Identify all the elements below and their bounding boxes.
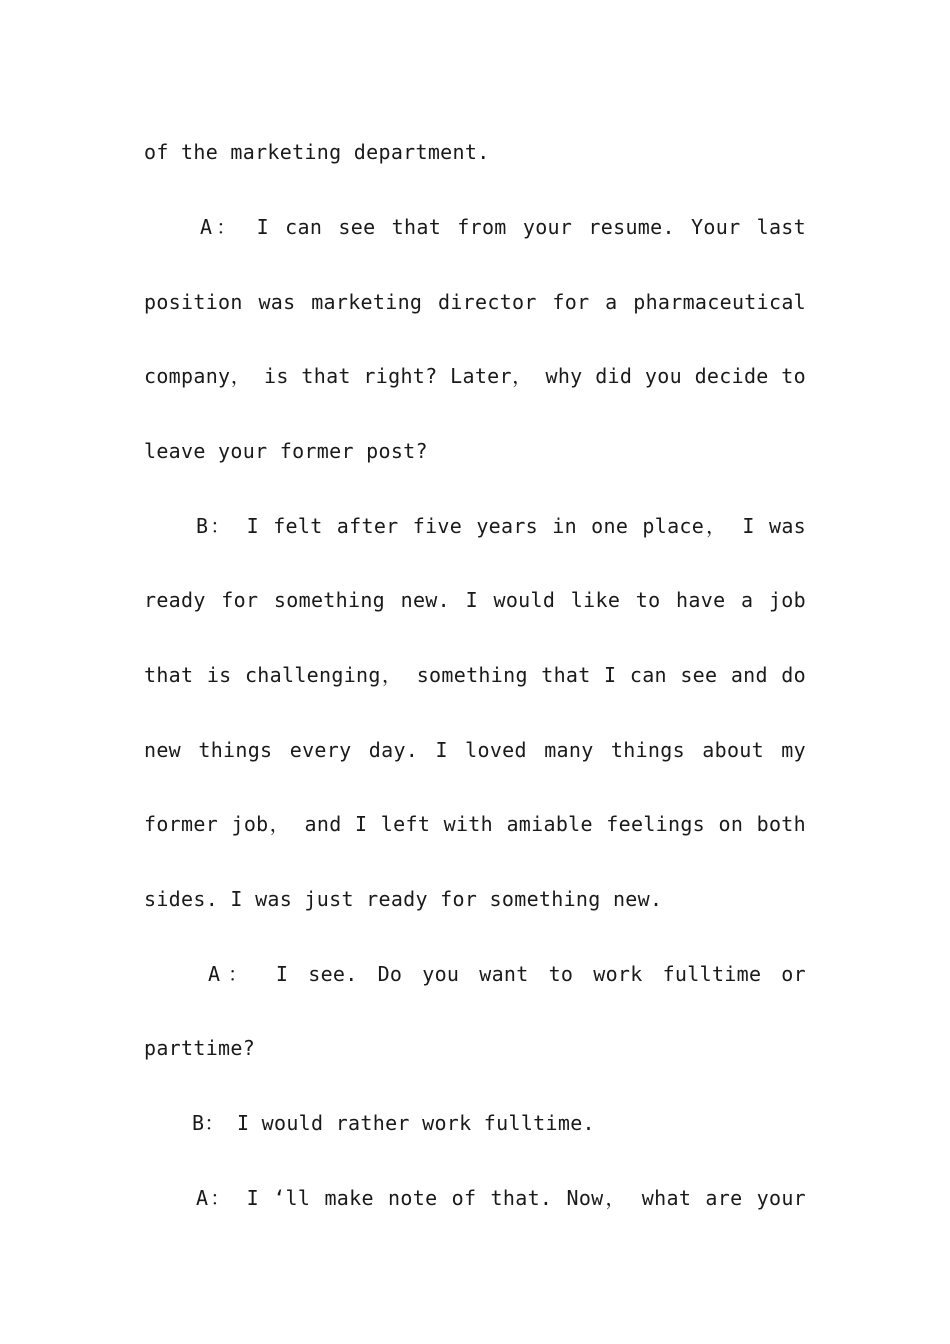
text-line: A： I ‘ll make note of that. Now， what are your: [196, 1186, 806, 1210]
text-line: B： I would rather work fulltime.: [192, 1111, 595, 1135]
text-line: former job， and I left with amiable feelings on both: [144, 812, 806, 836]
text-line: A： I see. Do you want to work fulltime or: [208, 962, 806, 986]
text-line: sides. I was just ready for something new.: [144, 887, 663, 911]
text-line: A： I can see that from your resume. Your last: [200, 215, 806, 239]
text-line: parttime?: [144, 1036, 256, 1060]
text-line: position was marketing director for a pharmaceutical: [144, 290, 806, 314]
text-line: leave your former post?: [144, 439, 428, 463]
text-line: B： I felt after five years in one place， I was: [196, 514, 806, 538]
text-line: company， is that right? Later， why did you decide to: [144, 364, 806, 388]
text-line: of the marketing department.: [144, 140, 490, 164]
text-line: ready for something new. I would like to have a job: [144, 588, 806, 612]
text-line: new things every day. I loved many things about my: [144, 738, 806, 762]
text-line: that is challenging， something that I can see and do: [144, 663, 806, 687]
